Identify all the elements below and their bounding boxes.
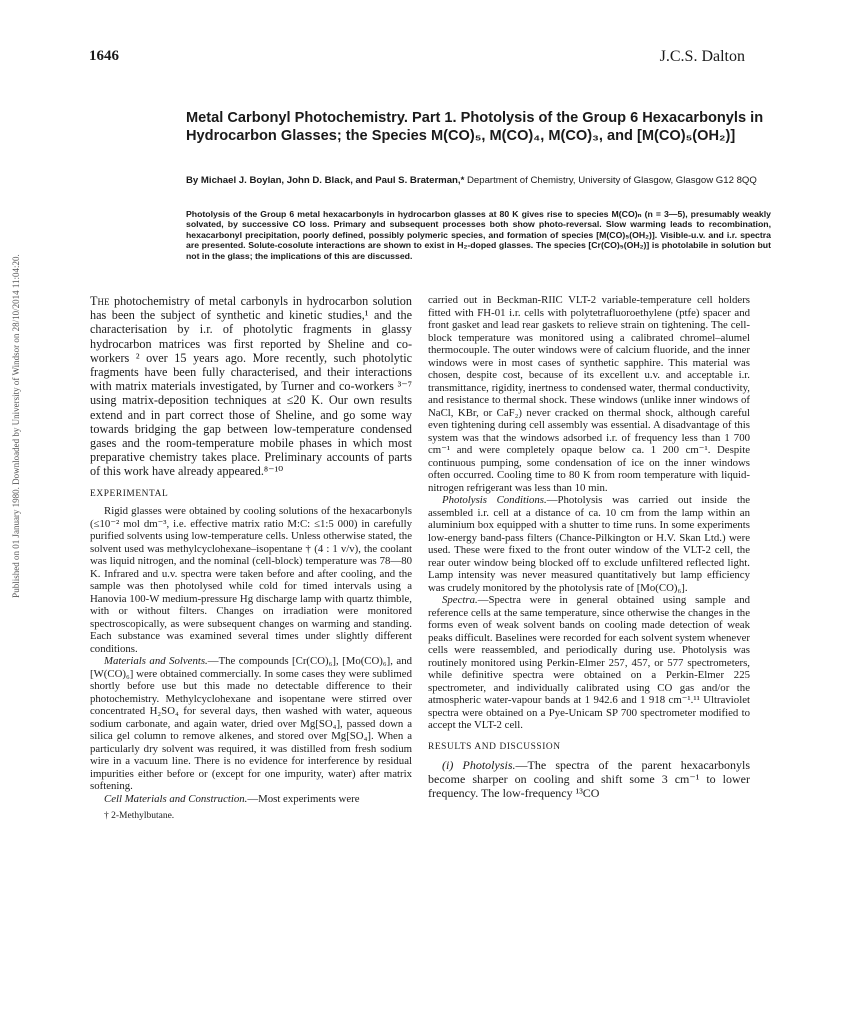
abstract: Photolysis of the Group 6 metal hexacarbonyls in hydrocarbon glasses at 80 K gives rise to species M(CO)ₙ (n = 3—5), presumably weakly solvated, by successive CO loss. Primary and subsequent processes both show photo-reversal. Slow warming leads to recombination, hexacarbonyl precipitation, poorly defined, possibly polymeric species, and formation of species [M(CO)₅(OH₂)]. Visible-u.v. and i.r. spectra are presented. Solute-cosolute interactions are shown to exist in H₂-doped glasses. The species [Cr(CO)₅(OH₂)] is photolabile in solution but not in the glass; the implications of this are discussed.	[186, 209, 771, 261]
right-column	[428, 294, 750, 801]
photolysis-conditions-text: —Photolysis was carried out inside the assembled i.r. cell at a distance of ca. 10 cm from the lamp within an aluminium box equipped with a shutter to time runs. In some experiments low-energy band-pass filters (Chance-Pilkington or H.V. Skan Ltd.) were used. These were fixed to the front outer window of the VLT-2 cell, the rear outer window being blocked off to exclude unfiltered reflected light. Lamp intensity was never measured quantitatively but lamp efficiency was crudely monitored by the photolysis rate of [Mo(CO)₆].	[428, 494, 751, 594]
spectra-label: Spectra.	[442, 594, 478, 606]
affiliation: Department of Chemistry, University of Glasgow, Glasgow G12 8QQ	[466, 175, 757, 186]
photolysis-conditions-paragraph	[428, 494, 750, 594]
results-label: (i) Photolysis.	[442, 758, 516, 772]
spectra-paragraph	[428, 594, 750, 732]
experimental-heading: EXPERIMENTAL	[90, 488, 169, 499]
left-column	[90, 294, 412, 823]
download-notice	[9, 176, 23, 676]
materials-label: Materials and Solvents.	[104, 655, 208, 668]
cell-materials-paragraph	[90, 793, 412, 806]
article-title: Metal Carbonyl Photochemistry. Part 1. Photolysis of the Group 6 Hexacarbonyls in Hydrocarbon Glasses; the Species M(CO)₅, M(CO)₄, M(CO)₃, and [M(CO)₅(OH₂)]	[186, 110, 764, 144]
materials-text: —The compounds [Cr(CO)₆], [Mo(CO)₆], and [W(CO)₆] were obtained commercially. In some cases they were sublimed shortly before use but this made no detectable difference to their photochemistry. Methylcyclohexane and isopentane were stirred over concentrated H₂SO₄ for several days, then washed with water, aqueous sodium carbonate, and again water, dried over Mg[SO₄], passed down a silica gel column to remove alkenes, and stored over Mg[SO₄]. When a particularly dry solvent was required, it was distilled from fresh sodium wire in a vacuum line. There is no evidence for interference by residual impurities either before or (except for one impurity, water) after matrix softening.	[90, 655, 412, 793]
authors-block	[186, 175, 785, 187]
photolysis-conditions-label: Photolysis Conditions.	[442, 494, 547, 506]
results-text: —The spectra of the parent hexacarbonyls become sharper on cooling and shift some 3 cm⁻¹ to lower frequency. The low-frequency ¹³CO	[428, 758, 751, 801]
experimental-paragraph: Rigid glasses were obtained by cooling solutions of the hexacarbonyls (≤10⁻² mol dm⁻³, i.e. effective matrix ratio M:C: ≤1:5 000) in carefully purified solvents using low-temperature cells. Unless otherwise stated, the solvent used was methylcyclohexane–isopentane † (4 : 1 v/v), the coolant was liquid nitrogen, and the nominal (cell-block) temperature was 78—80 K. Infrared and u.v. spectra were taken before and after cooling, and the sample was then photolysed while cold for timed intervals using a Hanovia 100-W medium-pressure Hg discharge lamp with quartz thimble, with or without filters. Changes on irradiation were monitored spectroscopically, as were subsequent changes on warming and standing. Each substance was examined several times under slightly different conditions.	[90, 505, 412, 655]
introduction-paragraph	[90, 294, 412, 479]
cell-construction-paragraph: carried out in Beckman-RIIC VLT-2 variable-temperature cell holders fitted with FH-01 i.r. cells with polytetrafluoroethylene (ptfe) spacer and front gasket and lead rear gaskets to relieve strain on tightening. The cell-block temperature was monitored using a calibrated chromel–alumel thermocouple. The outer windows were of calcium fluoride, and the inner windows were in most cases of synthetic sapphire. This material was chosen, despite cost, because of its excellent u.v. and acceptable i.r. transmittance, rigidity, inertness to condensed water, thermal conductivity, and resistance to thermal shock. These windows (unlike inner windows of NaCl, KBr, or CaF₂) never cracked on thermal shock, although careful even tightening during cell assembly was essential. A disadvantage of this system was that the windows adsorbed i.r. of frequency less than 1 700 cm⁻¹ and were completely opaque below ca. 1 200 cm⁻¹. Despite continuous pumping, some condensation of ice on the inner windows often occurred. Cooling time to 80 K from room temperature with liquid-nitrogen refrigerant was less than 10 min.	[428, 294, 750, 494]
spectra-text: —Spectra were in general obtained using sample and reference cells at the same temperature, since otherwise the changes in the forms even of weak solvent bands on cooling made detection of weak peaks difficult. Baselines were recorded for each solvent system whenever cells were reassembled, and periodically during use. Photolysis was routinely monitored using Perkin-Elmer 257, 457, or 577 spectrometers, while definitive spectra were obtained on a Perkin-Elmer 225 spectrometer, and individually calibrated using CO gas and/or the atmospheric water-vapour bands at 1 942.6 and 1 918 cm⁻¹.¹¹ Ultraviolet spectra were obtained on a Pye-Unicam SP 700 spectrometer modified to accept the VLT-2 cell.	[428, 594, 750, 731]
author-names: By Michael J. Boylan, John D. Black, and Paul S. Braterman,*	[186, 175, 465, 186]
download-notice-text: Published on 01 January 1980. Downloaded by University of Windsor on 28/10/2014 11:04:20.	[11, 254, 21, 598]
cell-materials-text: —Most experiments were	[247, 792, 360, 805]
footnote: † 2-Methylbutane.	[104, 811, 175, 822]
journal-name: J.C.S. Dalton	[659, 48, 745, 65]
materials-paragraph	[90, 655, 412, 793]
results-paragraph	[428, 758, 750, 801]
page-number: 1646	[89, 48, 119, 64]
intro-lead-word: The	[90, 294, 110, 308]
cell-materials-label: Cell Materials and Construction.	[104, 792, 248, 805]
results-heading: RESULTS AND DISCUSSION	[428, 741, 561, 752]
intro-text: photochemistry of metal carbonyls in hydrocarbon solution has been the subject of synthetic and kinetic studies,¹ and the characterisation by i.r. of photolytic fragments in glassy hydrocarbon matrices was first reported by Sheline and co-workers ² over 15 years ago. More recently, such photolytic fragments have been fully characterised, and their interactions with matrix materials investigated, by Turner and co-workers ³⁻⁷ using matrix-deposition techniques at ≤20 K. Our own results extend and in part correct those of Sheline, and go some way towards bridging the gap between low-temperature condensed gases and the room-temperature mobile phases in which most preparative chemistry takes place. Preliminary accounts of parts of this work have already appeared.⁸⁻¹⁰	[90, 294, 412, 479]
